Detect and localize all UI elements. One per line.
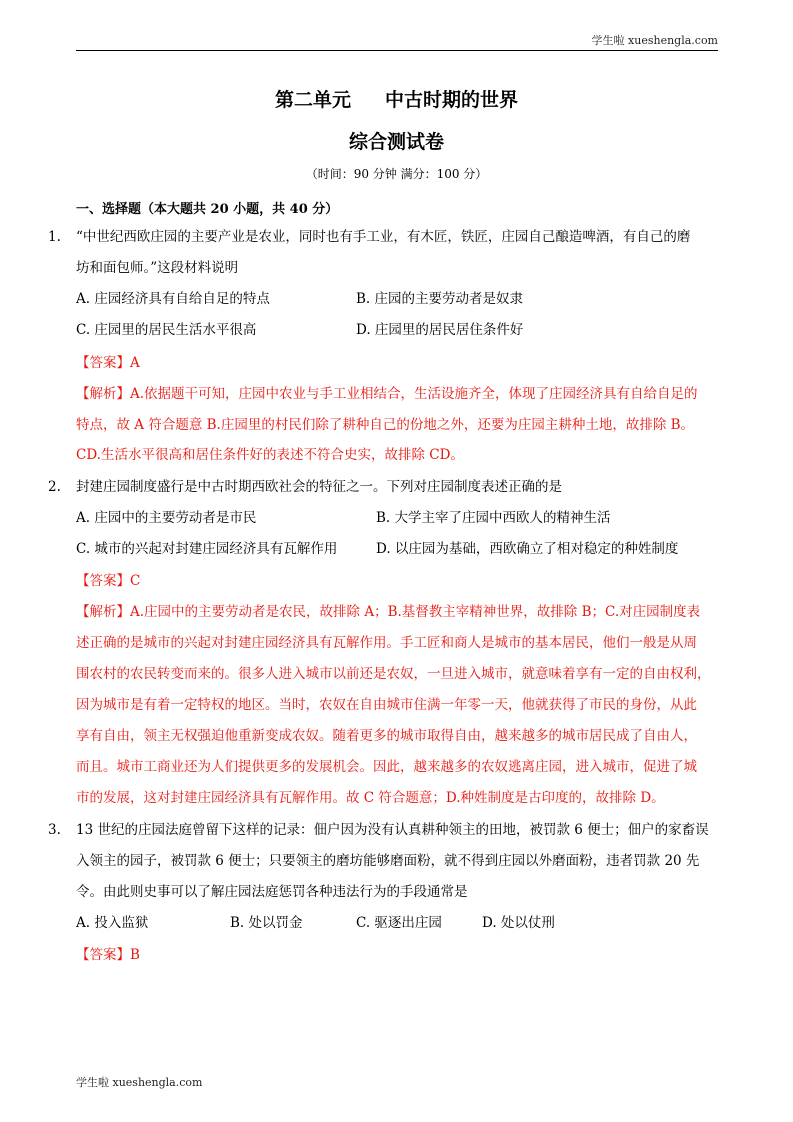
- section-heading: 一、选择题（本大题共 20 小题，共 40 分）: [76, 202, 339, 217]
- q1-stem-line1: “中世纪西欧庄园的主要产业是农业，同时也有手工业，有木匠，铁匠，庄园自己酿造啤酒，有自己的磨: [76, 229, 691, 245]
- q1-stem-line2: 坊和面包师。”这段材料说明: [76, 260, 239, 276]
- q3-stem-line3: 令。由此则史事可以了解庄园法庭惩罚各种违法行为的手段通常是: [76, 884, 468, 900]
- q2-option-a: A. 庄园中的主要劳动者是市民: [76, 510, 257, 526]
- q3-stem-line1: 13 世纪的庄园法庭曾留下这样的记录：佃户因为没有认真耕种领主的田地，被罚款 6 便士；佃户的家畜误: [76, 822, 709, 838]
- q1-answer: 【答案】A: [76, 355, 140, 371]
- q3-stem-line2: 入领主的园子，被罚款 6 便士；只要领主的磨坊能够磨面粉，就不得到庄园以外磨面粉，违者罚款 20 先: [76, 853, 700, 869]
- q2-explanation-line5: 享有自由，领主无权强迫他重新变成农奴。随着更多的城市取得自由，越来越多的城市居民成了自由人，: [76, 728, 697, 744]
- q1-option-c: C. 庄园里的居民生活水平很高: [76, 322, 257, 338]
- page-title: [0, 85, 793, 112]
- q2-answer: 【答案】C: [76, 573, 141, 589]
- q1-option-b: B. 庄园的主要劳动者是奴隶: [356, 291, 524, 307]
- q2-option-b: B. 大学主宰了庄园中西欧人的精神生活: [376, 510, 611, 526]
- q3-option-d: D. 处以仗刑: [482, 915, 555, 931]
- page-header: [76, 32, 718, 51]
- q1-option-d: D. 庄园里的居民居住条件好: [356, 322, 524, 338]
- q2-explanation-line2: 述正确的是城市的兴起对封建庄园经济具有瓦解作用。手工匠和商人是城市的基本居民，他们一般是从周: [76, 635, 697, 651]
- header-site-text: 学生啦 xueshengla.com: [591, 34, 718, 47]
- q2-explanation-line6: 而且。城市工商业还为人们提供更多的发展机会。因此，越来越多的农奴逃离庄园，进入城市，促进了城: [76, 759, 697, 775]
- q1-explanation-line3: CD.生活水平很高和居住条件好的表述不符合史实，故排除 CD。: [76, 447, 464, 463]
- q1-explanation-line2: 特点，故 A 符合题意 B.庄园里的村民们除了耕种自己的份地之外，还要为庄园主耕种土地，故排除 B。: [76, 417, 695, 433]
- q2-explanation-line4: 因为城市是有着一定特权的地区。当时，农奴在自由城市住满一年零一天，他就获得了市民的身份，从此: [76, 697, 697, 713]
- q1-number: 1.: [48, 229, 61, 245]
- q3-number: 3.: [48, 822, 61, 838]
- q1-option-a: A. 庄园经济具有自给自足的特点: [76, 291, 270, 307]
- q2-option-c: C. 城市的兴起对封建庄园经济具有瓦解作用: [76, 541, 338, 557]
- page-footer: 学生啦 xueshengla.com: [76, 1076, 203, 1089]
- q3-option-b: B. 处以罚金: [230, 915, 303, 931]
- q1-explanation-line1: 【解析】A.依据题干可知，庄园中农业与手工业相结合，生活设施齐全，体现了庄园经济具有自给自足的: [76, 386, 698, 402]
- q2-explanation-line7: 市的发展，这对封建庄园经济具有瓦解作用。故 C 符合题意；D.种姓制度是古印度的，故排除 D。: [76, 790, 665, 806]
- q2-option-d: D. 以庄园为基础，西欧确立了相对稳定的种姓制度: [376, 541, 679, 557]
- q2-stem-line1: 封建庄园制度盛行是中古时期西欧社会的特征之一。下列对庄园制度表述正确的是: [76, 479, 562, 495]
- q2-explanation-line3: 围农村的农民转变而来的。很多人进入城市以前还是农奴，一旦进入城市，就意味着享有一定的自由权利，: [76, 666, 711, 682]
- q3-answer: 【答案】B: [76, 947, 140, 963]
- q3-option-c: C. 驱逐出庄园: [356, 915, 442, 931]
- page-subtitle: 综合测试卷: [348, 131, 444, 153]
- topic-title: 中古时期的世界: [385, 89, 519, 111]
- q2-explanation-line1: 【解析】A.庄园中的主要劳动者是农民，故排除 A；B.基督教主宰精神世界，故排除 B；C.对庄园制度表: [76, 604, 701, 620]
- q3-option-a: A. 投入监狱: [76, 915, 149, 931]
- q2-number: 2.: [48, 479, 61, 495]
- exam-info: （时间：90 分钟 满分：100 分）: [305, 167, 488, 181]
- unit-title: 第二单元: [274, 89, 351, 111]
